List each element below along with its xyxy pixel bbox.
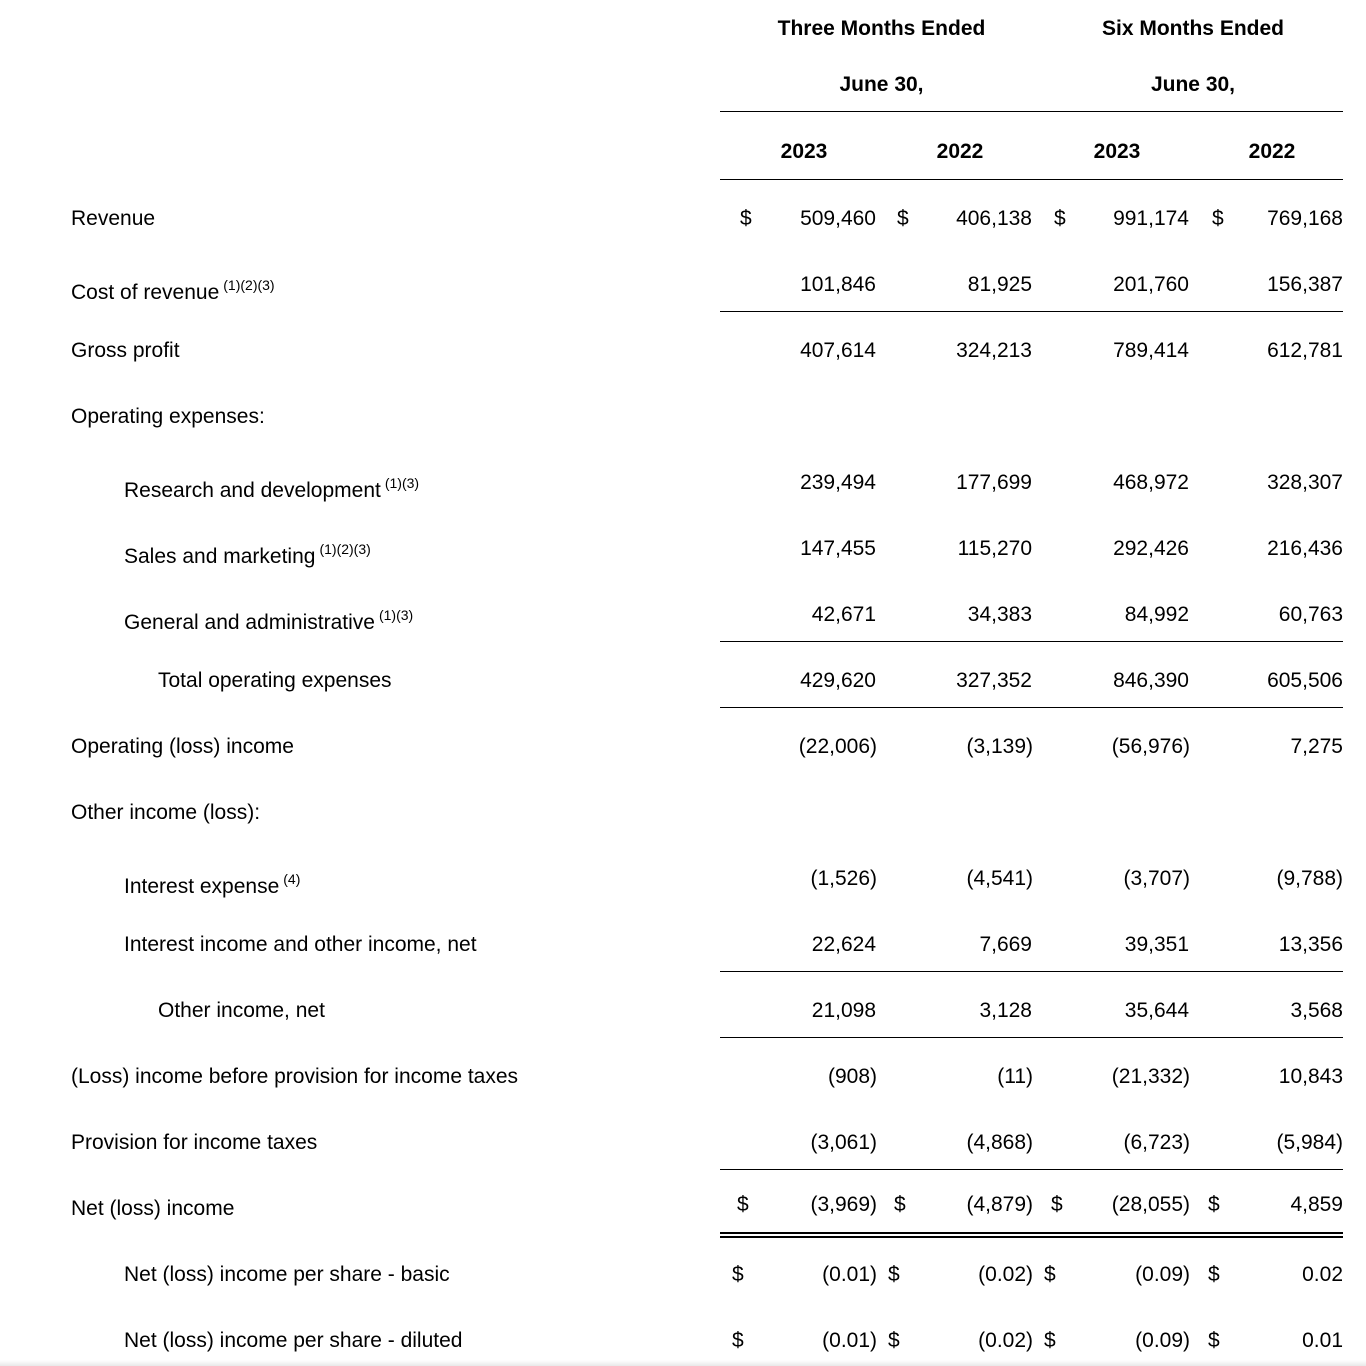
footnote-ref: (1)(3) bbox=[378, 607, 414, 623]
rule-after-total-opex bbox=[720, 707, 1343, 708]
value-cell: 789,414 bbox=[1113, 339, 1189, 362]
value-cell: 991,174 bbox=[1113, 207, 1189, 230]
row-label: Provision for income taxes bbox=[71, 1131, 318, 1154]
rule-after-cost bbox=[720, 311, 1343, 312]
value-cell: 177,699 bbox=[956, 471, 1032, 494]
table-row-eps-basic bbox=[0, 1260, 1366, 1290]
table-row-total-operating-expenses bbox=[0, 666, 1366, 696]
table-row-general-and-administrative bbox=[0, 600, 1366, 634]
table-row-other-income-heading bbox=[0, 798, 1366, 828]
header-six-months: Six Months Ended bbox=[1101, 17, 1284, 40]
row-label: Research and development $^{(1)(3)}$ bbox=[124, 475, 420, 502]
value-cell: 769,168 bbox=[1267, 207, 1343, 230]
value-cell: 328,307 bbox=[1267, 471, 1343, 494]
value-cell: 13,356 bbox=[1278, 933, 1343, 956]
table-row-revenue bbox=[0, 204, 1366, 234]
header-six-months-date: June 30, bbox=[1150, 73, 1236, 96]
value-cell: (28,055) bbox=[1111, 1193, 1190, 1216]
value-cell: 3,128 bbox=[979, 999, 1032, 1022]
row-label: Interest income and other income, net bbox=[124, 933, 477, 956]
footnote-ref: (1)(2)(3) bbox=[319, 541, 371, 557]
currency-symbol: $ bbox=[1208, 1263, 1220, 1286]
value-cell: (56,976) bbox=[1111, 735, 1190, 758]
currency-symbol: $ bbox=[894, 1193, 906, 1216]
row-label: Total operating expenses bbox=[158, 669, 392, 692]
year-header-4: 2022 bbox=[1248, 140, 1296, 163]
row-label: Net (loss) income bbox=[71, 1197, 235, 1220]
value-cell: 81,925 bbox=[967, 273, 1032, 296]
currency-symbol: $ bbox=[1051, 1193, 1063, 1216]
currency-symbol: $ bbox=[888, 1329, 900, 1352]
value-cell: 21,098 bbox=[811, 999, 876, 1022]
value-cell: 239,494 bbox=[800, 471, 876, 494]
currency-symbol: $ bbox=[1208, 1329, 1220, 1352]
header-three-months-date: June 30, bbox=[839, 73, 924, 96]
table-row-gross-profit bbox=[0, 336, 1366, 366]
bottom-edge-shadow bbox=[0, 1360, 1366, 1366]
value-cell: (4,868) bbox=[966, 1131, 1033, 1154]
currency-symbol: $ bbox=[1054, 207, 1066, 230]
value-cell: 429,620 bbox=[800, 669, 876, 692]
table-row-cost-of-revenue bbox=[0, 270, 1366, 304]
table-row-net-loss-income bbox=[0, 1190, 1366, 1220]
value-cell: 406,138 bbox=[956, 207, 1032, 230]
header-three-months: Three Months Ended bbox=[777, 17, 986, 40]
value-cell: (1,526) bbox=[810, 867, 877, 890]
table-row-interest-income-other bbox=[0, 930, 1366, 960]
value-cell: (3,139) bbox=[966, 735, 1033, 758]
currency-symbol: $ bbox=[1208, 1193, 1220, 1216]
value-cell: 115,270 bbox=[957, 537, 1032, 560]
rule-after-other-income-net bbox=[720, 1037, 1343, 1038]
value-cell: (5,984) bbox=[1276, 1131, 1343, 1154]
currency-symbol: $ bbox=[732, 1263, 744, 1286]
value-cell: 407,614 bbox=[800, 339, 876, 362]
value-cell: 147,455 bbox=[800, 537, 876, 560]
table-row-loss-income-before-tax bbox=[0, 1062, 1366, 1092]
value-cell: 0.01 bbox=[1302, 1329, 1343, 1352]
footnote-ref: (1)(2)(3) bbox=[223, 277, 275, 293]
table-row-interest-expense bbox=[0, 864, 1366, 898]
footnote-ref: (1)(3) bbox=[384, 475, 420, 491]
value-cell: (908) bbox=[827, 1065, 877, 1088]
header-rule-bottom bbox=[720, 179, 1343, 180]
value-cell: (0.02) bbox=[978, 1329, 1033, 1352]
value-cell: 39,351 bbox=[1124, 933, 1189, 956]
currency-symbol: $ bbox=[888, 1263, 900, 1286]
value-cell: 7,275 bbox=[1290, 735, 1343, 758]
currency-symbol: $ bbox=[737, 1193, 749, 1216]
value-cell: 7,669 bbox=[979, 933, 1032, 956]
value-cell: 0.02 bbox=[1302, 1263, 1343, 1286]
row-label: Revenue bbox=[71, 207, 156, 230]
currency-symbol: $ bbox=[897, 207, 909, 230]
value-cell: (3,061) bbox=[810, 1131, 877, 1154]
value-cell: (3,969) bbox=[810, 1193, 877, 1216]
table-row-eps-diluted bbox=[0, 1326, 1366, 1356]
currency-symbol: $ bbox=[740, 207, 752, 230]
value-cell: 327,352 bbox=[956, 669, 1032, 692]
value-cell: (3,707) bbox=[1123, 867, 1190, 890]
row-label: Gross profit bbox=[71, 339, 180, 362]
rule-after-provision bbox=[720, 1169, 1343, 1170]
row-label: Net (loss) income per share - diluted bbox=[124, 1329, 463, 1352]
rule-after-interest-income bbox=[720, 971, 1343, 972]
value-cell: 509,460 bbox=[800, 207, 876, 230]
value-cell: 468,972 bbox=[1113, 471, 1189, 494]
currency-symbol: $ bbox=[1044, 1329, 1056, 1352]
value-cell: 4,859 bbox=[1290, 1193, 1343, 1216]
section-label: Other income (loss): bbox=[71, 801, 261, 824]
value-cell: (0.01) bbox=[822, 1329, 877, 1352]
value-cell: 3,568 bbox=[1290, 999, 1343, 1022]
table-row-provision-income-taxes bbox=[0, 1128, 1366, 1158]
value-cell: (22,006) bbox=[798, 735, 877, 758]
double-rule-net-income bbox=[720, 1232, 1343, 1238]
value-cell: (21,332) bbox=[1111, 1065, 1190, 1088]
value-cell: (9,788) bbox=[1276, 867, 1343, 890]
year-header-2: 2022 bbox=[936, 140, 984, 163]
value-cell: 324,213 bbox=[956, 339, 1032, 362]
footnote-ref: (4) bbox=[283, 871, 301, 887]
value-cell: 156,387 bbox=[1267, 273, 1343, 296]
row-label: Net (loss) income per share - basic bbox=[124, 1263, 450, 1286]
row-label: General and administrative $^{(1)(3)}$ bbox=[124, 607, 414, 634]
row-label: Interest expense $^{(4)}$ bbox=[124, 871, 301, 898]
section-label: Operating expenses: bbox=[71, 405, 265, 428]
value-cell: (0.02) bbox=[978, 1263, 1033, 1286]
currency-symbol: $ bbox=[1044, 1263, 1056, 1286]
value-cell: 60,763 bbox=[1278, 603, 1343, 626]
table-row-operating-loss-income bbox=[0, 732, 1366, 762]
value-cell: (11) bbox=[997, 1065, 1033, 1088]
value-cell: 84,992 bbox=[1124, 603, 1189, 626]
value-cell: 34,383 bbox=[967, 603, 1032, 626]
value-cell: 201,760 bbox=[1113, 273, 1189, 296]
table-row-research-and-development bbox=[0, 468, 1366, 502]
value-cell: (4,879) bbox=[966, 1193, 1033, 1216]
row-label: (Loss) income before provision for income taxes bbox=[71, 1065, 519, 1088]
value-cell: 35,644 bbox=[1124, 999, 1189, 1022]
value-cell: 605,506 bbox=[1267, 669, 1343, 692]
value-cell: 101,846 bbox=[800, 273, 876, 296]
value-cell: (0.09) bbox=[1135, 1329, 1190, 1352]
table-row-other-income-net bbox=[0, 996, 1366, 1026]
table-row-sales-and-marketing bbox=[0, 534, 1366, 568]
year-header-3: 2023 bbox=[1093, 140, 1141, 163]
row-label: Operating (loss) income bbox=[71, 735, 294, 758]
value-cell: (0.09) bbox=[1135, 1263, 1190, 1286]
value-cell: 612,781 bbox=[1267, 339, 1343, 362]
row-label: Cost of revenue $^{(1)(2)(3)}$ bbox=[71, 277, 275, 304]
table-row-operating-expenses-heading bbox=[0, 402, 1366, 432]
header-rule-top bbox=[720, 111, 1343, 112]
value-cell: (6,723) bbox=[1123, 1131, 1190, 1154]
value-cell: (4,541) bbox=[966, 867, 1033, 890]
year-header-1: 2023 bbox=[780, 140, 828, 163]
value-cell: 292,426 bbox=[1113, 537, 1189, 560]
currency-symbol: $ bbox=[1212, 207, 1224, 230]
row-label: Other income, net bbox=[158, 999, 325, 1022]
value-cell: 22,624 bbox=[811, 933, 876, 956]
value-cell: 10,843 bbox=[1278, 1065, 1343, 1088]
row-label: Sales and marketing $^{(1)(2)(3)}$ bbox=[124, 541, 371, 568]
rule-after-ga bbox=[720, 641, 1343, 642]
currency-symbol: $ bbox=[732, 1329, 744, 1352]
value-cell: 846,390 bbox=[1113, 669, 1189, 692]
value-cell: 216,436 bbox=[1267, 537, 1343, 560]
value-cell: (0.01) bbox=[822, 1263, 877, 1286]
value-cell: 42,671 bbox=[811, 603, 876, 626]
